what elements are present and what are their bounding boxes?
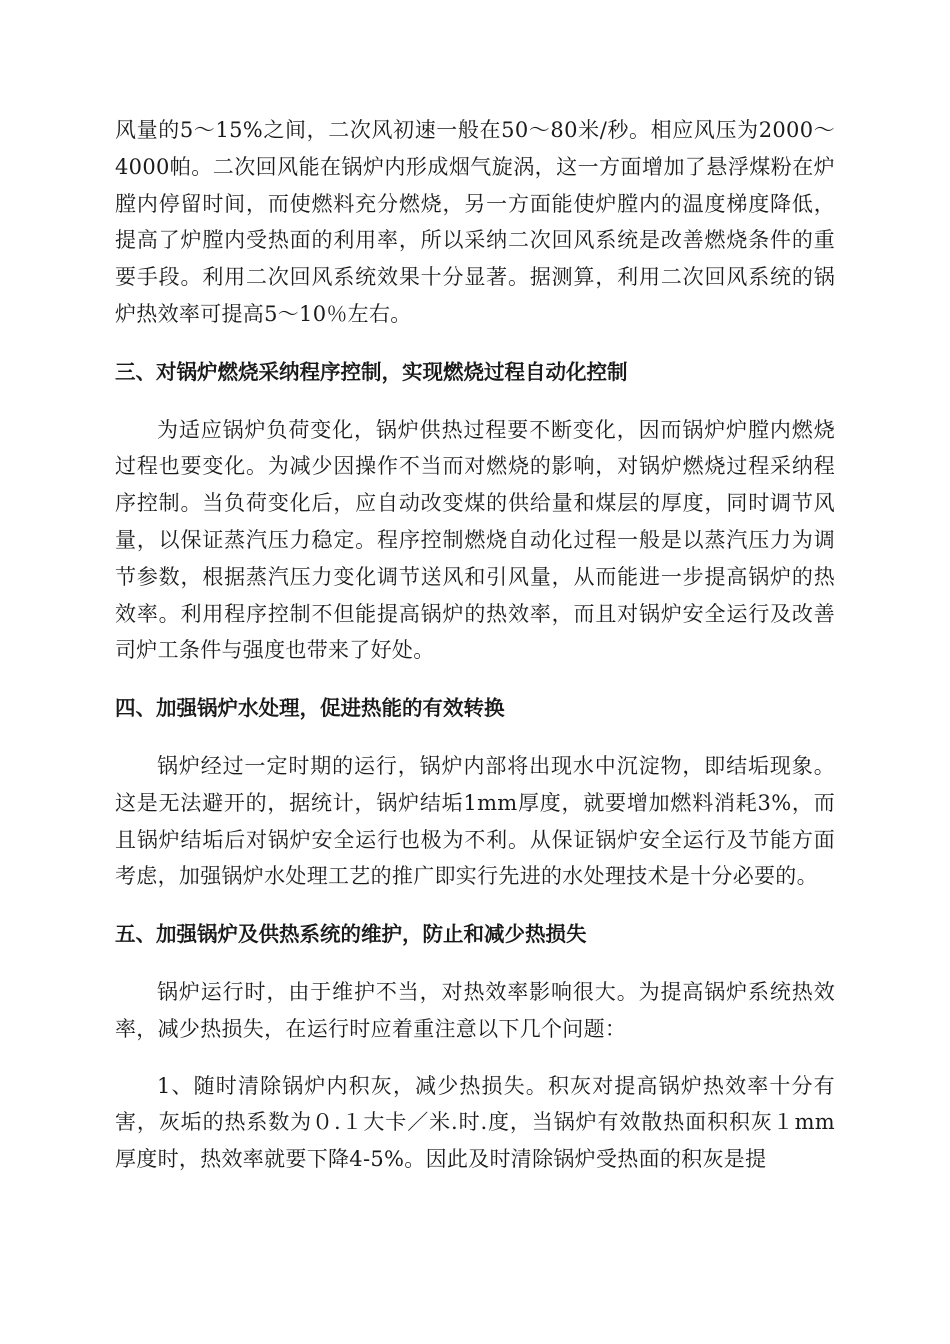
heading-section-5: 五、加强锅炉及供热系统的维护，防止和减少热损失	[115, 922, 587, 947]
paragraph-maintenance-intro: 锅炉运行时，由于维护不当，对热效率影响很大。为提高锅炉系统热效率，减少热损失，在运行时应着重注意以下几个问题：	[115, 979, 835, 1041]
heading-section-4: 四、加强锅炉水处理，促进热能的有效转换	[115, 696, 505, 721]
paragraph-ash-removal: 1、随时清除锅炉内积灰，减少热损失。积灰对提高锅炉热效率十分有害，灰垢的热系数为０.１大卡／米.时.度，当锅炉有效散热面积积灰１mm厚度时，热效率就要下降4-5%。因此及时清除锅炉受热面的积灰是提	[115, 1073, 835, 1172]
paragraph-water-treatment: 锅炉经过一定时期的运行，锅炉内部将出现水中沉淀物，即结垢现象。这是无法避开的，据统计，锅炉结垢1mm厚度，就要增加燃料消耗3%，而且锅炉结垢后对锅炉安全运行也极为不利。从保证锅炉安全运行及节能方面考虑，加强锅炉水处理工艺的推广即实行先进的水处理技术是十分必要的。	[115, 753, 835, 889]
paragraph-secondary-air: 风量的5～15%之间，二次风初速一般在50～80米/秒。相应风压为2000～4000帕。二次回风能在锅炉内形成烟气旋涡，这一方面增加了悬浮煤粉在炉膛内停留时间，而使燃料充分燃烧，另一方面能使炉膛内的温度梯度降低，提高了炉膛内受热面的利用率，所以采纳二次回风系统是改善燃烧条件的重要手段。利用二次回风系统效果十分显著。据测算，利用二次回风系统的锅炉热效率可提高5～10％左右。	[115, 118, 835, 326]
paragraph-program-control: 为适应锅炉负荷变化，锅炉供热过程要不断变化，因而锅炉炉膛内燃烧过程也要变化。为减少因操作不当而对燃烧的影响，对锅炉燃烧过程采纳程序控制。当负荷变化后，应自动改变煤的供给量和煤层的厚度，同时调节风量，以保证蒸汽压力稳定。程序控制燃烧自动化过程一般是以蒸汽压力为调节参数，根据蒸汽压力变化调节送风和引风量，从而能进一步提高锅炉的热效率。利用程序控制不但能提高锅炉的热效率，而且对锅炉安全运行及改善司炉工条件与强度也带来了好处。	[115, 417, 835, 663]
document-page	[115, 112, 835, 1178]
heading-section-3: 三、对锅炉燃烧采纳程序控制，实现燃烧过程自动化控制	[115, 359, 628, 384]
